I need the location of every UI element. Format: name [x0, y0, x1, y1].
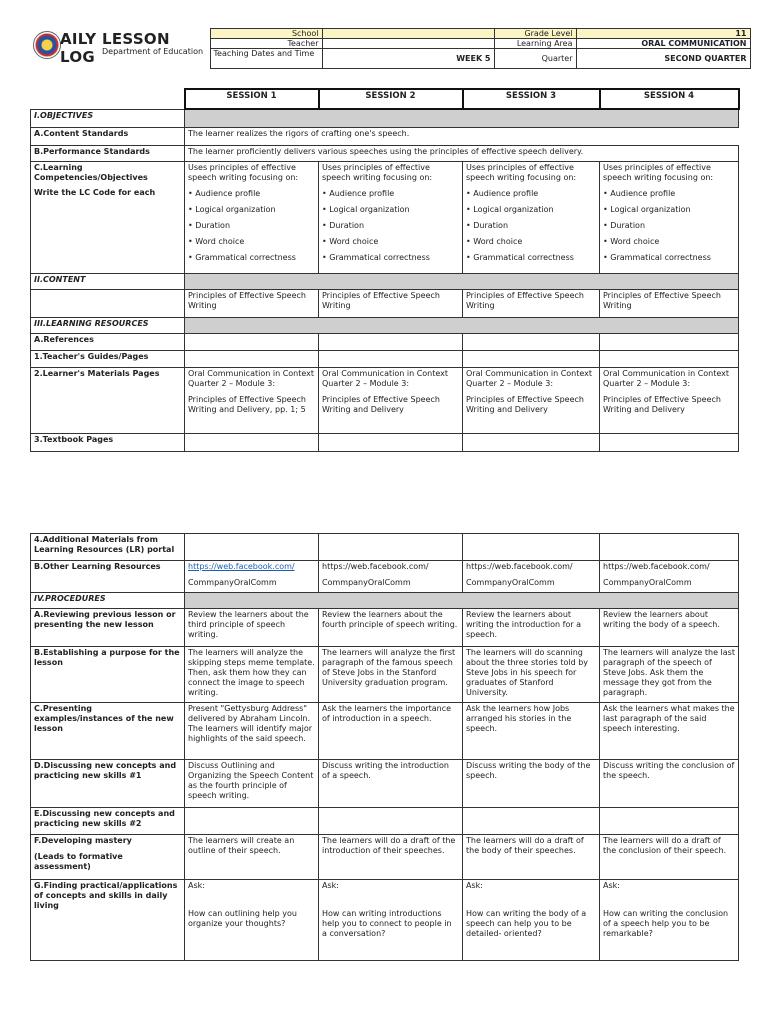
- objectives-title: I.OBJECTIVES: [31, 109, 185, 127]
- school-value: [322, 29, 494, 39]
- deped-seal-icon: [33, 31, 61, 59]
- content-title: II.CONTENT: [31, 273, 185, 289]
- quarter-label: Quarter: [494, 49, 576, 69]
- table-row: F.Developing mastery (Leads to formative assessment) The learners will create an outline of their speech. The learners will do a draft of the introduction of their speeches. The learners will do a draft of the body of their speeches. The learners will do a draft of the conclusion of their speech.: [31, 835, 739, 880]
- lc-session-2: Uses principles of effective speech writing focusing on: • Audience profile • Logical organization • Duration • Word choice • Grammatical correctness: [319, 161, 463, 273]
- content-bar: [185, 273, 739, 289]
- additional-materials-label: 4.Additional Materials from Learning Resources (LR) portal: [31, 534, 185, 561]
- table-row: E.Discussing new concepts and practicing new skills #2: [31, 808, 739, 835]
- lc-session-1: Uses principles of effective speech writing focusing on: • Audience profile • Logical organization • Duration • Word choice • Grammatical correctness: [185, 161, 319, 273]
- content-session-3: Principles of Effective Speech Writing: [463, 289, 600, 317]
- resources-bar: [185, 317, 739, 333]
- references-label: A.References: [31, 333, 185, 350]
- textbook-pages-label: 3.Textbook Pages: [31, 433, 185, 451]
- area-value: ORAL COMMUNICATION: [576, 39, 750, 49]
- table-row: D.Discussing new concepts and practicing new skills #1 Discuss Outlining and Organizing the Speech Content as the fourth principle of speech writing. Discuss writing the introduction of a speech. Discuss writing the body of the speech. Discuss writing the conclusion of the speech.: [31, 760, 739, 808]
- grade-label: Grade Level: [494, 29, 576, 39]
- area-label: Learning Area: [494, 39, 576, 49]
- olr-session-1: https://web.facebook.com/ CommpanyOralComm: [185, 561, 319, 593]
- teacher-value: [322, 39, 494, 49]
- lc-label-cell: [31, 161, 185, 273]
- table-row: B.Establishing a purpose for the lesson The learners will analyze the skipping steps meme template. Then, ask them how they can connect the image to speech writing. The learners will analyze the first paragraph of the famous speech of Steve Jobs in the Stanford University graduation program. The learners will do scanning about the three stories told by Steve Jobs in his speech for graduates of Stanford University. The learners will analyze the last paragraph of the speech of Steve Jobs. Ask them the message they got from the paragraph.: [31, 647, 739, 703]
- procedures-bar: [185, 593, 739, 609]
- resources-title: III.LEARNING RESOURCES: [31, 317, 185, 333]
- lc-session-4: Uses principles of effective speech writing focusing on: • Audience profile • Logical organization • Duration • Word choice • Grammatical correctness: [600, 161, 739, 273]
- content-session-2: Principles of Effective Speech Writing: [319, 289, 463, 317]
- content-standards-text: The learner realizes the rigors of crafting one's speech.: [185, 127, 739, 145]
- session-4-header: SESSION 4: [600, 89, 739, 109]
- quarter-value: SECOND QUARTER: [576, 49, 750, 69]
- session-1-header: SESSION 1: [185, 89, 319, 109]
- lm-session-4: Oral Communication in Context Quarter 2 – Module 3: Principles of Effective Speech Writing and Delivery: [600, 367, 739, 433]
- lm-session-1: Oral Communication in Context Quarter 2 – Module 3: Principles of Effective Speech Writing and Delivery, pp. 1; 5: [185, 367, 319, 433]
- school-label: School: [210, 29, 322, 39]
- olr-session-3: https://web.facebook.com/ CommpanyOralComm: [463, 561, 600, 593]
- lesson-table-page1: [30, 88, 740, 452]
- olr-session-2: https://web.facebook.com/ CommpanyOralComm: [319, 561, 463, 593]
- table-row: C.Presenting examples/instances of the new lesson Present "Gettysburg Address" delivered by Abraham Lincoln. The learners will identify major highlights of the said speech. Ask the learners the importance of introduction in a speech. Ask the learners how Jobs arranged his stories in the speech. Ask the learners what makes the last paragraph of the said speech interesting.: [31, 703, 739, 760]
- table-row: A.Reviewing previous lesson or presenting the new lesson Review the learners about the third principle of speech writing. Review the learners about the fourth principle of speech writing. Review the learners about writing the introduction for a speech. Review the learners about writing the body of a speech.: [31, 609, 739, 647]
- content-standards-label: A.Content Standards: [31, 127, 185, 145]
- lm-session-2: Oral Communication in Context Quarter 2 – Module 3: Principles of Effective Speech Writing and Delivery: [319, 367, 463, 433]
- procedures-title: IV.PROCEDURES: [31, 593, 185, 609]
- performance-standards-label: B.Performance Standards: [31, 145, 185, 161]
- teachers-guide-label: 1.Teacher's Guides/Pages: [31, 350, 185, 367]
- lesson-table-page2: [30, 533, 739, 961]
- logo-cell: [30, 29, 210, 69]
- session-3-header: SESSION 3: [463, 89, 600, 109]
- department-name: Department of Education: [102, 46, 204, 56]
- header-table: [30, 28, 751, 69]
- brand-title: AILY LESSON LOG: [60, 29, 170, 66]
- dates-label: Teaching Dates and Time: [210, 49, 322, 69]
- lc-label: C.Learning Competencies/Objectives: [34, 162, 148, 182]
- g-label: G.Finding practical/applications of concepts and skills in daily living: [31, 880, 185, 961]
- grade-value: 11: [576, 29, 750, 39]
- facebook-link[interactable]: https://web.facebook.com/: [188, 562, 295, 571]
- objectives-bar: [185, 109, 739, 127]
- lc-sub-label: Write the LC Code for each: [34, 187, 156, 197]
- content-session-4: Principles of Effective Speech Writing: [600, 289, 739, 317]
- lc-session-3: Uses principles of effective speech writing focusing on: • Audience profile • Logical organization • Duration • Word choice • Grammatical correctness: [463, 161, 600, 273]
- learners-materials-label: 2.Learner's Materials Pages: [31, 367, 185, 433]
- content-empty: [31, 289, 185, 317]
- session-2-header: SESSION 2: [319, 89, 463, 109]
- table-row: G.Finding practical/applications of concepts and skills in daily living Ask: How can outlining help you organize your thoughts? Ask: How can writing introductions help you to connect to people in a conversation? Ask: How can writing the body of a speech can help you to be detailed- oriented? Ask: How can writing the conclusion of a speech help you to be remarkable?: [31, 880, 739, 961]
- dates-value: WEEK 5: [322, 49, 494, 69]
- content-session-1: Principles of Effective Speech Writing: [185, 289, 319, 317]
- performance-standards-text: The learner proficiently delivers various speeches using the principles of effective speech delivery.: [185, 145, 739, 161]
- olr-session-4: https://web.facebook.com/ CommpanyOralComm: [600, 561, 739, 593]
- lm-session-3: Oral Communication in Context Quarter 2 – Module 3: Principles of Effective Speech Writing and Delivery: [463, 367, 600, 433]
- session-corner: [31, 89, 185, 109]
- other-resources-label: B.Other Learning Resources: [31, 561, 185, 593]
- teacher-label: Teacher: [210, 39, 322, 49]
